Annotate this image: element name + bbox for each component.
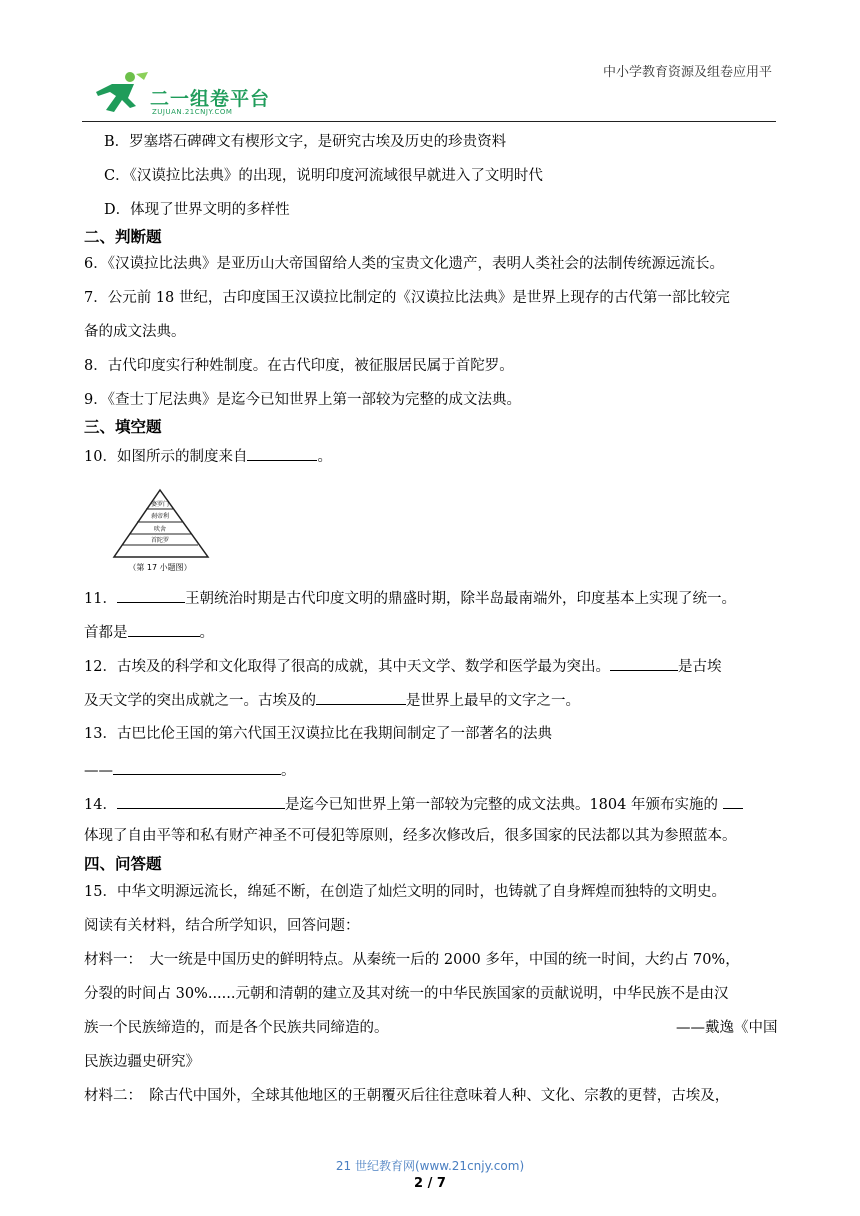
page-number: 2 / 7 (414, 1176, 446, 1191)
question-10 (84, 446, 332, 466)
pyramid-level-1: 婆罗门 (150, 501, 170, 508)
material-1-line-4: 民族边疆史研究》 (84, 1054, 200, 1070)
material-1-line-2: 分裂的时间占 30%......元朝和清朝的建立及其对统一的中华民族国家的贡献说明，中华民族不是由汉 (84, 986, 729, 1002)
question-14-line-1 (84, 794, 743, 814)
option-d: D．体现了世界文明的多样性 (104, 202, 290, 218)
header-divider (82, 121, 776, 122)
question-6: 6．《汉谟拉比法典》是亚历山大帝国留给人类的宝贵文化遗产，表明人类社会的法制传统源远流长。 (84, 256, 724, 272)
caste-pyramid-figure (112, 487, 212, 573)
runner-logo-icon (92, 70, 152, 118)
answer-blank[interactable] (117, 794, 285, 809)
logo-text: 二一组卷平台 (150, 88, 271, 110)
question-12-line-1 (84, 656, 721, 676)
answer-blank[interactable] (117, 588, 185, 603)
question-11-line-1 (84, 588, 736, 608)
question-13-end: 。 (281, 763, 296, 779)
footer-website-link[interactable]: 21 世纪教育网(www.21cnjy.com) (335, 1159, 525, 1173)
question-13-line-1: 13．古巴比伦王国的第六代国王汉谟拉比在我期间制定了一部著名的法典 (84, 726, 552, 742)
question-12-line-2 (84, 690, 580, 710)
question-11-end: 。 (199, 625, 214, 641)
pyramid-level-4: 首陀罗 (150, 537, 170, 544)
option-b: B．罗塞塔石碑碑文有楔形文字，是研究古埃及历史的珍贵资料 (104, 134, 507, 150)
question-8: 8．古代印度实行种姓制度。在古代印度，被征服居民属于首陀罗。 (84, 358, 514, 374)
answer-blank[interactable] (128, 622, 200, 637)
question-7-line-2: 备的成文法典。 (84, 324, 186, 340)
question-14-line-2: 体现了自由平等和私有财产神圣不可侵犯等原则，经多次修改后，很多国家的民法都以其为参照蓝本。 (84, 828, 737, 844)
pyramid-level-3: 吠舍 (153, 526, 167, 533)
header-tagline: 中小学教育资源及组卷应用平 (602, 65, 772, 80)
question-10-text: 10．如图所示的制度来自 (84, 449, 248, 465)
question-12-text: 12．古埃及的科学和文化取得了很高的成就，其中天文学、数学和医学最为突出。 (84, 659, 610, 675)
question-9: 9．《查士丁尼法典》是迄今已知世界上第一部较为完整的成文法典。 (84, 392, 521, 408)
logo (92, 70, 292, 118)
question-10-end: 。 (317, 449, 332, 465)
material-1-line-3: 族一个民族缔造的，而是各个民族共同缔造的。 (84, 1020, 389, 1036)
question-15-line-2: 阅读有关材料，结合所学知识，回答问题： (84, 918, 360, 934)
question-11-number: 11． (84, 591, 117, 607)
option-c: C．《汉谟拉比法典》的出现，说明印度河流域很早就进入了文明时代 (104, 168, 543, 184)
question-12-text-2: 及天文学的突出成就之一。古埃及的 (84, 693, 316, 709)
question-13-line-2 (84, 760, 296, 780)
question-14-number: 14． (84, 797, 117, 813)
caste-pyramid-diagram (112, 487, 212, 573)
material-1-line-1: 材料一： 大一统是中国历史的鲜明特点。从秦统一后的 2000 多年，中国的统一时间，大约占 70%， (84, 952, 740, 968)
section-title-essay: 四、问答题 (84, 855, 162, 873)
section-title-fill-blank: 三、填空题 (84, 418, 162, 436)
answer-blank[interactable] (316, 690, 406, 705)
question-12-end: 是世界上最早的文字之一。 (406, 693, 580, 709)
pyramid-level-2: 刹帝利 (150, 513, 170, 520)
question-14-text: 是迄今已知世界上第一部较为完整的成文法典。1804 年颁布实施的 (284, 797, 718, 813)
material-1-source: ——戴逸《中国 (676, 1020, 778, 1036)
question-11-text: 王朝统治时期是古代印度文明的鼎盛时期，除半岛最南端外，印度基本上实现了统一。 (184, 591, 736, 607)
question-11-capital: 首都是 (84, 625, 128, 641)
answer-blank[interactable] (610, 656, 678, 671)
logo-subtext: ZUJUAN.21CNJY.COM (152, 108, 233, 116)
question-13-dash: —— (84, 763, 113, 779)
material-2-line-1: 材料二： 除古代中国外，全球其他地区的王朝覆灭后往往意味着人种、文化、宗教的更替，古埃及， (84, 1088, 730, 1104)
question-12-tail: 是古埃 (677, 659, 722, 675)
answer-blank[interactable] (113, 760, 281, 775)
section-title-judgement: 二、判断题 (84, 228, 162, 246)
question-15-line-1: 15．中华文明源远流长，绵延不断，在创造了灿烂文明的同时，也铸就了自身辉煌而独特的文明史。 (84, 884, 726, 900)
question-7-line-1: 7．公元前 18 世纪，古印度国王汉谟拉比制定的《汉谟拉比法典》是世界上现存的古代第一部比较完 (84, 290, 730, 306)
answer-blank[interactable] (247, 446, 317, 461)
figure-caption: （第 17 小题图） (128, 563, 192, 572)
question-11-line-2 (84, 622, 214, 642)
answer-blank[interactable] (723, 794, 743, 809)
